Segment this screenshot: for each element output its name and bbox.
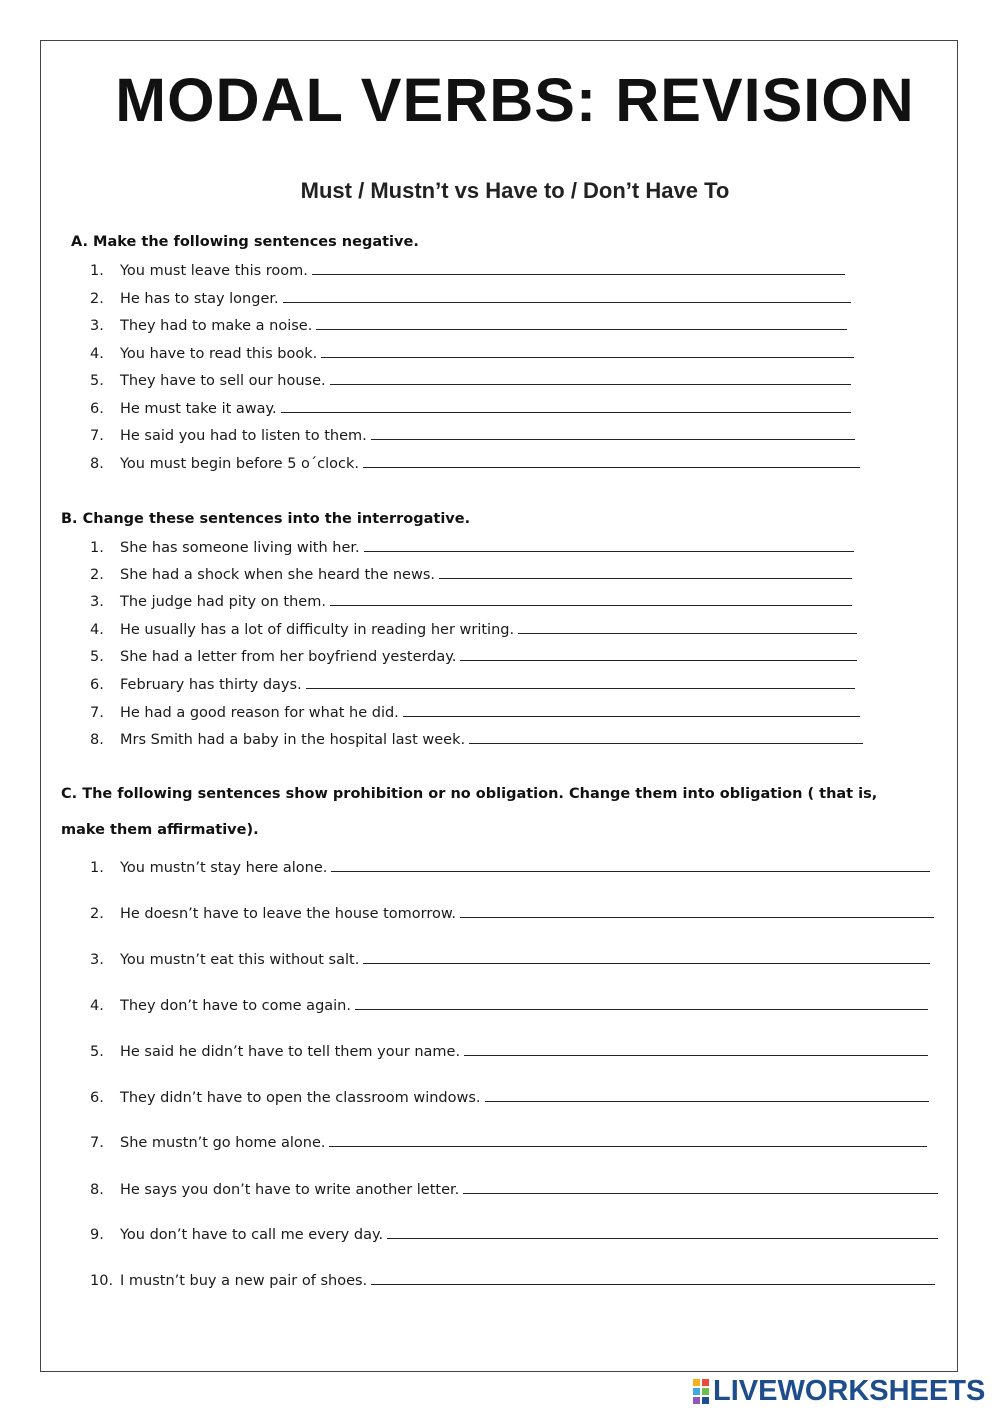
section-b-heading: B. Change these sentences into the interrogative.: [61, 511, 471, 527]
question-text: They didn’t have to open the classroom windows.: [120, 1090, 481, 1106]
answer-line[interactable]: [518, 619, 857, 634]
question-number: 7.: [90, 428, 104, 444]
question-text: You have to read this book.: [120, 346, 318, 362]
question-number: 7.: [90, 1135, 104, 1151]
question-item: [90, 646, 857, 667]
section-c-heading-line1: C. The following sentences show prohibition or no obligation. Change them into obligation ( that is,: [61, 786, 878, 802]
question-item: [90, 1270, 935, 1291]
question-text: He has to stay longer.: [120, 291, 279, 307]
question-number: 1.: [90, 860, 104, 876]
question-number: 8.: [90, 456, 104, 472]
answer-line[interactable]: [463, 1179, 938, 1194]
question-item: [90, 537, 854, 558]
question-number: 1.: [90, 263, 104, 279]
answer-line[interactable]: [330, 370, 851, 385]
answer-line[interactable]: [355, 995, 928, 1010]
question-number: 5.: [90, 649, 104, 665]
answer-line[interactable]: [330, 591, 852, 606]
answer-line[interactable]: [460, 903, 934, 918]
question-text: You must begin before 5 o´clock.: [120, 456, 360, 472]
question-number: 5.: [90, 373, 104, 389]
question-text: I mustn’t buy a new pair of shoes.: [120, 1273, 368, 1289]
question-text: You mustn’t stay here alone.: [120, 860, 328, 876]
question-item: [90, 702, 860, 723]
question-number: 2.: [90, 291, 104, 307]
question-item: [90, 398, 851, 419]
page-title: MODAL VERBS: REVISION: [115, 66, 915, 134]
question-text: Mrs Smith had a baby in the hospital last week.: [120, 732, 466, 748]
question-number: 9.: [90, 1227, 104, 1243]
question-number: 3.: [90, 594, 104, 610]
answer-line[interactable]: [281, 398, 851, 413]
question-item: [90, 995, 928, 1016]
question-number: 3.: [90, 318, 104, 334]
page-subtitle: Must / Mustn’t vs Have to / Don’t Have To: [300, 178, 730, 203]
answer-line[interactable]: [387, 1224, 938, 1239]
question-number: 2.: [90, 567, 104, 583]
answer-line[interactable]: [283, 288, 851, 303]
question-item: [90, 674, 855, 695]
question-number: 2.: [90, 906, 104, 922]
question-text: She mustn’t go home alone.: [120, 1135, 326, 1151]
answer-line[interactable]: [321, 343, 854, 358]
answer-line[interactable]: [364, 537, 854, 552]
question-number: 6.: [90, 401, 104, 417]
answer-line[interactable]: [363, 949, 930, 964]
question-item: [90, 729, 863, 750]
question-text: He usually has a lot of difficulty in reading her writing.: [120, 622, 515, 638]
question-item: [90, 343, 854, 364]
question-item: [90, 949, 930, 970]
question-item: [90, 315, 847, 336]
answer-line[interactable]: [306, 674, 855, 689]
question-item: [90, 453, 860, 474]
question-item: [90, 370, 851, 391]
answer-line[interactable]: [316, 315, 847, 330]
question-number: 1.: [90, 540, 104, 556]
question-text: You don’t have to call me every day.: [120, 1227, 384, 1243]
question-number: 4.: [90, 346, 104, 362]
question-number: 7.: [90, 705, 104, 721]
question-text: He said you had to listen to them.: [120, 428, 367, 444]
answer-line[interactable]: [469, 729, 863, 744]
question-text: He doesn’t have to leave the house tomorrow.: [120, 906, 457, 922]
question-item: [90, 288, 851, 309]
answer-line[interactable]: [371, 425, 855, 440]
answer-line[interactable]: [485, 1087, 929, 1102]
question-number: 6.: [90, 677, 104, 693]
liveworksheets-logo-icon: [693, 1379, 709, 1404]
question-item: [90, 591, 852, 612]
question-item: [90, 425, 855, 446]
question-item: [90, 1179, 938, 1200]
answer-line[interactable]: [403, 702, 860, 717]
question-item: [90, 903, 934, 924]
question-text: She had a letter from her boyfriend yesterday.: [120, 649, 457, 665]
answer-line[interactable]: [363, 453, 860, 468]
question-text: You mustn’t eat this without salt.: [120, 952, 360, 968]
question-text: The judge had pity on them.: [120, 594, 326, 610]
question-number: 6.: [90, 1090, 104, 1106]
liveworksheets-logo: [693, 1375, 985, 1407]
answer-line[interactable]: [371, 1270, 935, 1285]
question-text: He had a good reason for what he did.: [120, 705, 399, 721]
section-a-heading: A. Make the following sentences negative.: [71, 234, 419, 250]
question-item: [90, 1087, 929, 1108]
answer-line[interactable]: [312, 260, 845, 275]
answer-line[interactable]: [439, 564, 852, 579]
answer-line[interactable]: [460, 646, 857, 661]
question-number: 8.: [90, 1182, 104, 1198]
question-text: She has someone living with her.: [120, 540, 360, 556]
answer-line[interactable]: [331, 857, 930, 872]
question-item: [90, 1041, 928, 1062]
question-text: He says you don’t have to write another letter.: [120, 1182, 460, 1198]
answer-line[interactable]: [329, 1132, 927, 1147]
question-text: They have to sell our house.: [120, 373, 326, 389]
question-number: 4.: [90, 998, 104, 1014]
question-number: 4.: [90, 622, 104, 638]
section-c-heading-line2: make them affirmative).: [61, 822, 259, 838]
question-number: 5.: [90, 1044, 104, 1060]
question-number: 3.: [90, 952, 104, 968]
question-text: They had to make a noise.: [120, 318, 313, 334]
question-text: February has thirty days.: [120, 677, 302, 693]
question-number: 10.: [90, 1273, 114, 1289]
question-text: He must take it away.: [120, 401, 277, 417]
question-item: [90, 1132, 927, 1153]
question-text: You must leave this room.: [120, 263, 308, 279]
answer-line[interactable]: [464, 1041, 928, 1056]
question-text: They don’t have to come again.: [120, 998, 351, 1014]
question-item: [90, 857, 930, 878]
question-item: [90, 260, 845, 281]
question-text: He said he didn’t have to tell them your name.: [120, 1044, 461, 1060]
question-item: [90, 619, 857, 640]
question-item: [90, 564, 852, 585]
logo-text: LIVEWORKSHEETS: [713, 1374, 986, 1407]
question-number: 8.: [90, 732, 104, 748]
question-item: [90, 1224, 938, 1245]
question-text: She had a shock when she heard the news.: [120, 567, 435, 583]
